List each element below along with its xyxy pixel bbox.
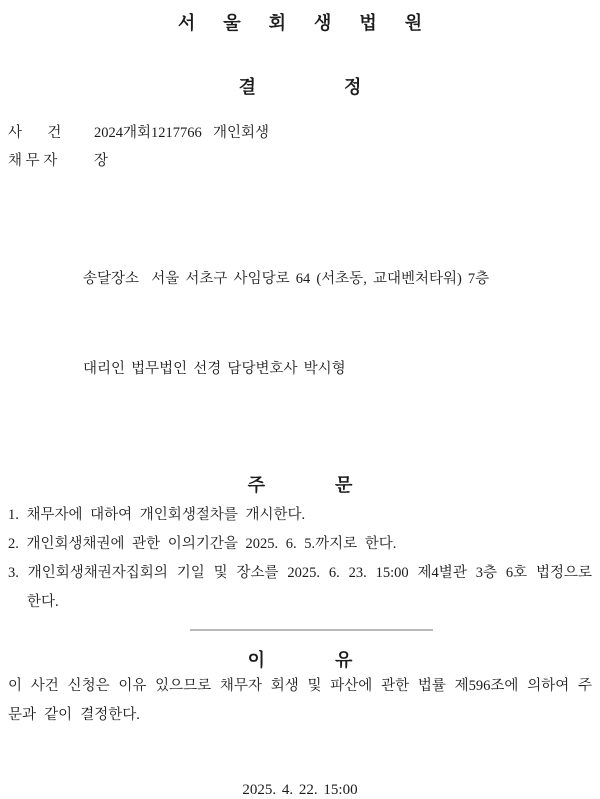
case-number-value: 2024개회1217766 개인회생 — [94, 125, 270, 141]
order-item-2: 2. 개인회생채권에 관한 이의기간을 2025. 6. 5.까지로 한다. — [8, 536, 397, 552]
case-number-label: 사 건 — [8, 125, 62, 141]
order-item-1: 1. 채무자에 대하여 개인회생절차를 개시한다. — [8, 507, 306, 523]
debtor-name-value: 장 — [94, 153, 109, 169]
order-section-heading: 주문 — [247, 475, 423, 495]
court-name-title: 서울회생법원 — [177, 13, 451, 33]
party-details-section — [83, 204, 592, 444]
case-meta-section — [8, 119, 592, 175]
debtor-row — [8, 147, 592, 175]
reason-text: 이 사건 신청은 이유 있으므로 채무자 회생 및 파산에 관한 법률 제596조에 의하여 주문과 같이 결정한다. — [8, 678, 592, 723]
service-address-line: 송달장소 서울 서초구 사임당로 64 (서초동, 교대벤처타워) 7층 — [83, 271, 490, 287]
case-number-row — [8, 119, 592, 147]
attorney-line: 대리인 법무법인 선경 담당변호사 박시형 — [83, 361, 346, 377]
debtor-label: 채 무 자 — [8, 153, 58, 169]
decision-datetime: 2025. 4. 22. 15:00 — [242, 782, 358, 798]
bottom-cutoff-divider — [190, 629, 433, 631]
order-items-list — [8, 501, 592, 617]
decision-title: 결정 — [238, 77, 450, 97]
order-item-3: 3. 개인회생채권자집회의 기일 및 장소를 2025. 6. 23. 15:00 제4별관 3층 6호 법정으로 한다. — [8, 565, 592, 610]
reason-section-heading: 이유 — [247, 650, 423, 670]
